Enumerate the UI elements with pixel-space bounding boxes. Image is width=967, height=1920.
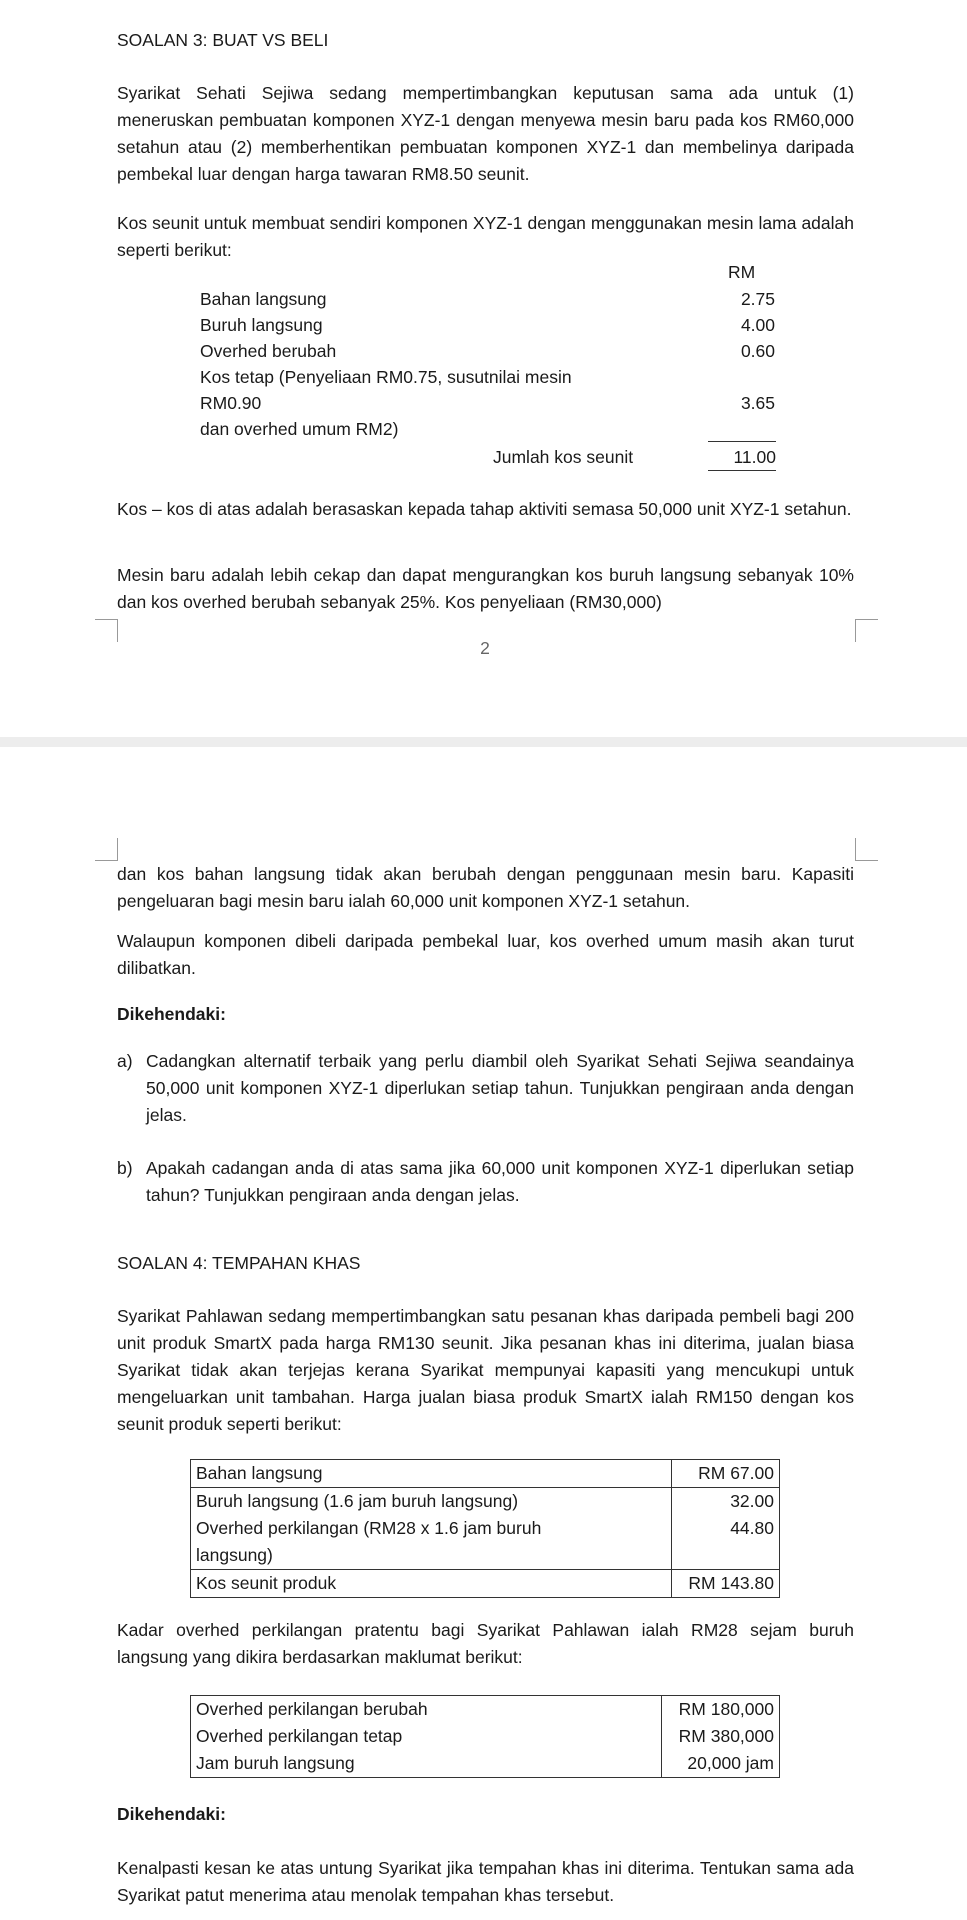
cost-label: Bahan langsung: [200, 289, 327, 309]
table-cell-value: RM 143.80: [672, 1570, 780, 1598]
table-cell-label: Kos seunit produk: [191, 1570, 672, 1598]
table-cell-label: Overhed perkilangan tetap: [191, 1723, 662, 1750]
cost-label: dan overhed umum RM2): [200, 419, 399, 439]
cost-row-fixed-line3: [200, 416, 775, 443]
table-row: [191, 1488, 780, 1516]
table-cell-label: Overhed perkilangan berubah: [191, 1696, 662, 1724]
page-margin-corner: [855, 619, 878, 642]
cost-value: 0.60: [740, 341, 775, 361]
q4-rate-paragraph: Kadar overhed perkilangan pratentu bagi Syarikat Pahlawan ialah RM28 sejam buruh langsung yang dikira berdasarkan maklumat berikut:: [117, 1620, 854, 1667]
table-cell-label: Jam buruh langsung: [191, 1750, 662, 1778]
q3-overhead-note: Walaupun komponen dibeli daripada pembekal luar, kos overhed umum masih akan turut dilibatkan.: [117, 931, 854, 978]
q3-intro-paragraph: Syarikat Sehati Sejiwa sedang mempertimbangkan keputusan sama ada untuk (1) meneruskan pembuatan komponen XYZ-1 dengan menyewa mesin baru pada kos RM60,000 setahun atau (2) memberhentikan pembuatan komponen XYZ-1 dan membelinya daripada pembekal luar dengan harga tawaran RM8.50 seunit.: [117, 83, 854, 184]
table-row: [191, 1515, 780, 1570]
table-cell-value: 32.00: [672, 1488, 780, 1516]
cost-row-direct-material: [200, 286, 775, 313]
total-bottom-rule: [708, 470, 776, 471]
table-cell-label: Buruh langsung (1.6 jam buruh langsung): [191, 1488, 672, 1516]
q3-new-machine-paragraph: Mesin baru adalah lebih cekap dan dapat mengurangkan kos buruh langsung sebanyak 10% dan kos overhed berubah sebanyak 25%. Kos penyeliaan (RM30,000): [117, 565, 854, 612]
table-cell-value: RM 67.00: [672, 1460, 780, 1488]
cost-label: Kos tetap (Penyeliaan RM0.75, susutnilai mesin: [200, 367, 572, 387]
cost-row-direct-labour: [200, 312, 775, 339]
cost-row-fixed-line1: [200, 364, 775, 391]
table-cell-label: Overhed perkilangan (RM28 x 1.6 jam buruh langsung): [191, 1515, 672, 1570]
table-row: [191, 1570, 780, 1598]
cost-value: 2.75: [740, 289, 775, 309]
cost-value: 4.00: [740, 315, 775, 335]
q4-heading: SOALAN 4: TEMPAHAN KHAS: [117, 1253, 361, 1273]
q3-item-b: [117, 1155, 854, 1209]
cost-label: RM0.90: [200, 393, 262, 413]
q3-basis-paragraph: Kos – kos di atas adalah berasaskan kepada tahap aktiviti semasa 50,000 unit XYZ-1 setahun.: [117, 499, 852, 519]
item-text: Apakah cadangan anda di atas sama jika 60,000 unit komponen XYZ-1 diperlukan setiap tahun? Tunjukkan pengiraan anda dengan jelas.: [146, 1158, 854, 1205]
page-number: 2: [480, 638, 490, 658]
table-row: [191, 1460, 780, 1488]
cost-row-variable-overhead: [200, 338, 775, 365]
cost-row-fixed-line2: [200, 390, 775, 417]
q3-item-a: [117, 1048, 854, 1129]
q3-cost-intro: Kos seunit untuk membuat sendiri komponen XYZ-1 dengan menggunakan mesin lama adalah seperti berikut:: [117, 213, 854, 260]
table-cell-value: 20,000 jam: [662, 1750, 780, 1778]
item-marker: a): [117, 1051, 133, 1071]
page-margin-corner: [95, 619, 118, 642]
table-cell-value: RM 380,000: [662, 1723, 780, 1750]
q4-required-label: Dikehendaki:: [117, 1804, 226, 1824]
page-break-gap: [0, 737, 967, 747]
q3-required-label: Dikehendaki:: [117, 1004, 226, 1024]
page-margin-corner: [855, 838, 878, 861]
table-row: [191, 1750, 780, 1778]
q3-heading: SOALAN 3: BUAT VS BELI: [117, 30, 329, 50]
item-text: Cadangkan alternatif terbaik yang perlu diambil oleh Syarikat Sehati Sejiwa seandainya 50,000 unit komponen XYZ-1 diperlukan setiap tahun. Tunjukkan pengiraan anda dengan jelas.: [146, 1051, 854, 1125]
q4-overhead-table: [190, 1695, 780, 1778]
total-label: Jumlah kos seunit: [493, 447, 634, 467]
cost-value: 3.65: [740, 393, 775, 413]
cost-label: Buruh langsung: [200, 315, 323, 335]
table-cell-value: 44.80: [672, 1515, 780, 1570]
q3-continued-paragraph: dan kos bahan langsung tidak akan berubah dengan penggunaan mesin baru. Kapasiti pengeluaran bagi mesin baru ialah 60,000 unit komponen XYZ-1 setahun.: [117, 864, 854, 911]
q4-task-paragraph: Kenalpasti kesan ke atas untung Syarikat jika tempahan khas ini diterima. Tentukan sama ada Syarikat patut menerima atau menolak tempahan khas tersebut.: [117, 1858, 854, 1905]
table-cell-label: Bahan langsung: [191, 1460, 672, 1488]
item-marker: b): [117, 1158, 133, 1178]
total-value: 11.00: [733, 447, 776, 467]
table-row: [191, 1723, 780, 1750]
total-top-rule: [708, 441, 776, 442]
q4-intro-paragraph: Syarikat Pahlawan sedang mempertimbangkan satu pesanan khas daripada pembeli bagi 200 unit produk SmartX pada harga RM130 seunit. Jika pesanan khas ini diterima, jualan biasa Syarikat tidak akan terjejas kerana Syarikat mempunyai kapasiti yang mencukupi untuk mengeluarkan unit tambahan. Harga jualan biasa produk SmartX ialah RM150 dengan kos seunit produk seperti berikut:: [117, 1306, 854, 1434]
q4-unit-cost-table: [190, 1459, 780, 1598]
cost-header-rm: RM: [728, 262, 756, 282]
table-row: [191, 1696, 780, 1724]
cost-label: Overhed berubah: [200, 341, 337, 361]
page-margin-corner: [95, 838, 118, 861]
table-cell-value: RM 180,000: [662, 1696, 780, 1724]
